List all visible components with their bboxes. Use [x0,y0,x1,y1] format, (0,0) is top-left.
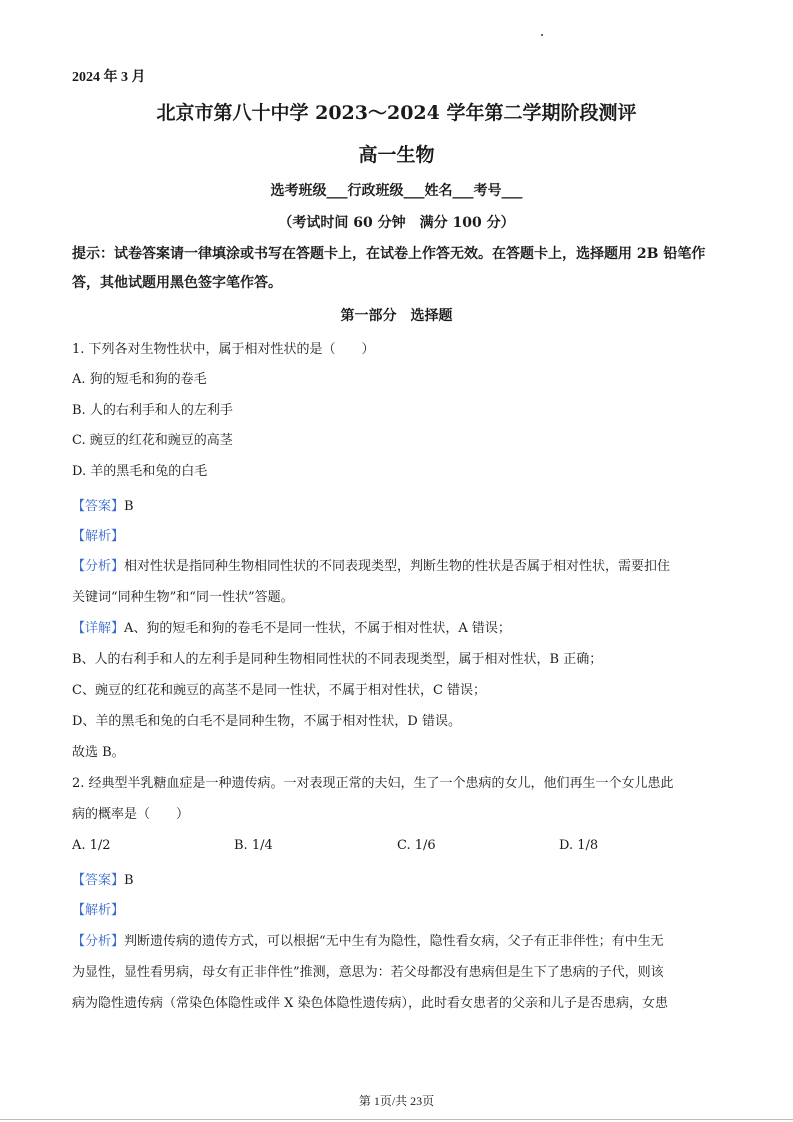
q2-fenxi-line1 [72,930,664,949]
q2-option-d: D. 1/8 [559,838,599,853]
fenxi-text: 判断遗传病的遗传方式，可以根据“无中生有为隐性，隐性看女病，父子有正非伴性；有中生无 [124,934,664,949]
answer-value: B [124,499,134,514]
exam-time-info: （考试时间 60 分钟 满分 100 分） [278,215,515,231]
q1-answer [72,495,134,514]
q1-xiangjie-line4: D、羊的黑毛和兔的白毛不是同种生物，不属于相对性状，D 错误。 [72,714,461,729]
answer-value: B [124,873,134,888]
q1-xiangjie-line1 [72,617,511,636]
student-info-fields: 选考班级___行政班级___姓名___考号___ [270,183,523,199]
answer-tag: 【答案】 [72,873,125,888]
exam-date: 2024 年 3 月 [72,70,146,85]
answer-tag: 【答案】 [72,499,125,514]
exam-notice: 提示：试卷答案请一律填涂或书写在答题卡上，在试卷上作答无效。在答题卡上，选择题用 2B 铅笔作答，其他试题用黑色签字笔作答。 [72,246,706,291]
q1-xiangjie-line3: C、豌豆的红花和豌豆的高茎不是同一性状，不属于相对性状，C 错误； [72,683,487,698]
xiangjie-text: A、狗的短毛和狗的卷毛不是同一性状，不属于相对性状，A 错误； [124,621,511,636]
q2-answer [72,869,134,888]
fenxi-tag: 【分析】 [72,559,125,574]
fenxi-tag: 【分析】 [72,934,125,949]
q1-fenxi-line2: 关键词“同种生物”和“同一性状”答题。 [72,590,294,605]
q2-fenxi-line3: 病为隐性遗传病（常染色体隐性或伴 X 染色体隐性遗传病），此时看女患者的父亲和儿子是否患病，女患 [72,996,669,1011]
q2-analysis-tag: 【解析】 [72,903,125,918]
q1-option-b: B. 人的右利手和人的左利手 [72,403,233,418]
page-bottom-rule [0,1119,793,1120]
q1-option-a: A. 狗的短毛和狗的卷毛 [72,372,207,387]
xiangjie-tag: 【详解】 [72,621,125,636]
q2-option-a: A. 1/2 [72,838,111,853]
page-footer: 第 1页/共 23页 [358,1094,435,1108]
q2-stem-line1: 2. 经典型半乳糖血症是一种遗传病。一对表现正常的夫妇，生了一个患病的女儿，他们再生一个女儿患此 [72,776,674,791]
q1-fenxi-line1 [72,555,670,574]
exam-subject: 高一生物 [358,144,435,166]
q1-xiangjie-line2: B、人的右利手和人的左利手是同种生物相同性状的不同表现类型，属于相对性状，B 正确； [72,652,603,667]
q2-stem-line2: 病的概率是（ ） [72,807,190,822]
q1-stem: 1. 下列各对生物性状中，属于相对性状的是（ ） [72,342,375,357]
q1-option-d: D. 羊的黑毛和兔的白毛 [72,464,208,479]
q1-analysis-tag: 【解析】 [72,529,125,544]
exam-title: 北京市第八十中学 2023～2024 学年第二学期阶段测评 [156,102,637,124]
q2-fenxi-line2: 为显性，显性看男病，母女有正非伴性”推测，意思为：若父母都没有患病但是生下了患病的子代，则该 [72,965,664,980]
q1-option-c: C. 豌豆的红花和豌豆的高茎 [72,433,233,448]
section-title: 第一部分 选择题 [340,308,453,324]
scan-dot [541,34,543,36]
q2-option-c: C. 1/6 [397,838,436,853]
q2-option-b: B. 1/4 [234,838,273,853]
q1-conclusion: 故选 B。 [72,745,125,760]
fenxi-text: 相对性状是指同种生物相同性状的不同表现类型，判断生物的性状是否属于相对性状，需要扣住 [124,559,671,574]
